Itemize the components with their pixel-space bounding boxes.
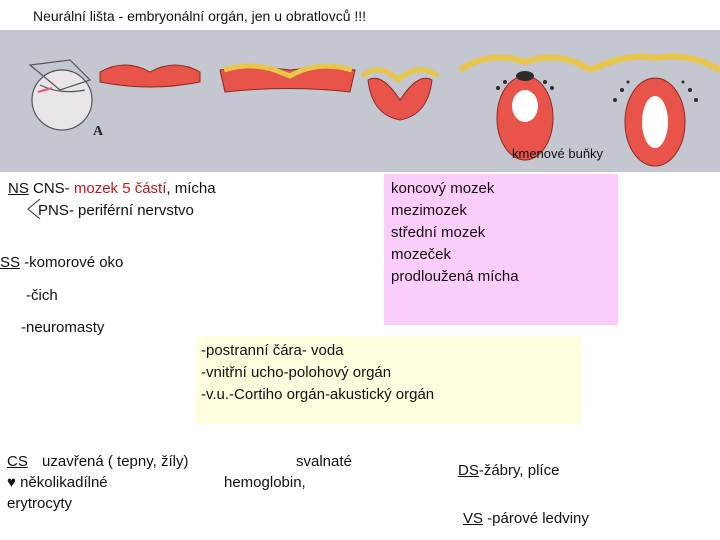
- cs-erythrocytes: erytrocyty: [7, 495, 73, 512]
- cns-suffix: , mícha: [166, 180, 216, 197]
- vs-text: -párové ledviny: [483, 510, 589, 527]
- ss-abbr: SS: [0, 254, 21, 271]
- ns-cns-line: [8, 180, 216, 197]
- vs-abbr: VS: [463, 510, 484, 527]
- brain-parts-list: [391, 178, 519, 288]
- ns-abbr: NS: [8, 180, 29, 197]
- ss-smell: -čich: [26, 287, 58, 304]
- sense-item: -postranní čára- voda: [201, 342, 344, 359]
- brain-part: prodloužená mícha: [391, 268, 519, 285]
- cs-abbr: CS: [7, 453, 28, 470]
- cs-muscular: svalnaté: [296, 453, 352, 470]
- senses-list: [201, 340, 434, 406]
- brain-part: střední mozek: [391, 224, 486, 241]
- brain-part: mozeček: [391, 246, 452, 263]
- ds-abbr: DS: [458, 462, 479, 479]
- pns-line: PNS- periférní nervstvo: [38, 202, 194, 219]
- cns-prefix: CNS-: [33, 180, 74, 197]
- ds-text: -žábry, plíce: [478, 462, 560, 479]
- ss-line: [0, 254, 123, 271]
- sense-item: -vnitřní ucho-polohový orgán: [201, 364, 392, 381]
- ss-neuromasts: -neuromasty: [21, 319, 105, 336]
- cs-heart: ♥ několikadílné: [7, 474, 108, 491]
- stem-cells-label: kmenové buňky: [512, 146, 604, 161]
- cs-closed: uzavřená ( tepny, žíly): [42, 453, 189, 470]
- ss-eye: -komorové oko: [20, 254, 124, 271]
- panel-letter: A: [93, 124, 104, 139]
- cs-line: [7, 453, 188, 470]
- embryo-stage-3: [220, 66, 355, 92]
- vs-line: [463, 510, 589, 527]
- embryo-development-figure: [0, 30, 720, 172]
- sense-item: -v.u.-Cortiho orgán-akustický orgán: [201, 386, 435, 403]
- slide-title: Neurální lišta - embryonální orgán, jen u obratlovců !!!: [33, 8, 367, 24]
- cns-brain-parts: mozek 5 částí: [73, 180, 167, 197]
- brain-part: koncový mozek: [391, 180, 495, 197]
- brain-part: mezimozek: [391, 202, 467, 219]
- ds-line: [458, 462, 559, 479]
- cs-hemoglobin: hemoglobin,: [224, 474, 306, 491]
